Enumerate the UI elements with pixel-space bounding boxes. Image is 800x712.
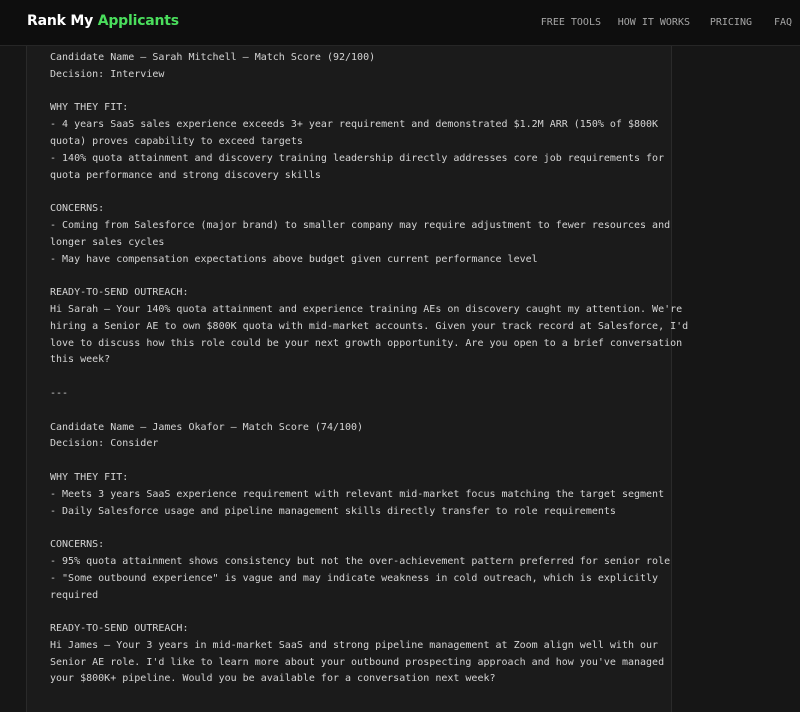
brand-logo[interactable]: [27, 13, 179, 29]
candidate-report: [50, 50, 689, 688]
report-line: ---: [50, 387, 69, 399]
nav-link-faq[interactable]: FAQ: [773, 17, 792, 28]
report-line: longer sales cycles: [50, 236, 165, 248]
report-line: - May have compensation expectations above budget given current performance level: [50, 253, 538, 265]
report-line: quota performance and strong discovery skills: [50, 169, 321, 181]
logo-text-accent: Applicants: [97, 13, 179, 29]
report-line: [50, 453, 650, 470]
nav-link-how-it-works[interactable]: HOW IT WORKS: [617, 17, 690, 28]
report-line: your $800K+ pipeline. Would you be available for a conversation next week?: [50, 673, 496, 685]
report-line: [50, 369, 650, 386]
report-line: [50, 268, 650, 285]
logo-text-primary: Rank My: [27, 13, 98, 29]
report-line: [50, 84, 650, 101]
report-line: hiring a Senior AE to own $800K quota with mid-market accounts. Given your track record at Salesforce, I'd: [50, 320, 689, 332]
report-line: - "Some outbound experience" is vague and may indicate weakness in cold outreach, which is explicitly: [50, 572, 659, 584]
report-line: Candidate Name — Sarah Mitchell — Match Score (92/100): [50, 52, 376, 63]
nav-link-pricing[interactable]: PRICING: [709, 17, 752, 28]
report-line: CONCERNS:: [50, 203, 105, 215]
nav-link-free-tools[interactable]: FREE TOOLS: [540, 17, 601, 28]
report-line: [50, 403, 650, 420]
report-line: CONCERNS:: [50, 539, 105, 551]
report-line: - 140% quota attainment and discovery training leadership directly addresses core job requirements for: [50, 152, 665, 164]
report-line: Decision: Interview: [50, 68, 165, 80]
report-line: Hi Sarah — Your 140% quota attainment and experience training AEs on discovery caught my attention. We're: [50, 303, 683, 315]
top-navbar: [0, 0, 800, 46]
report-line: [50, 184, 650, 201]
report-line: [50, 520, 650, 537]
report-line: Candidate Name — James Okafor — Match Score (74/100): [50, 421, 364, 433]
report-line: love to discuss how this role could be your next growth opportunity. Are you open to a brief conversation: [50, 337, 683, 349]
report-line: Decision: Consider: [50, 438, 159, 450]
report-line: quota) proves capability to exceed targets: [50, 135, 303, 147]
report-line: [50, 604, 650, 621]
report-line: - 4 years SaaS sales experience exceeds 3+ year requirement and demonstrated $1.2M ARR (150% of $800K: [50, 119, 659, 131]
report-line: - 95% quota attainment shows consistency but not the over-achievement pattern preferred for senior role: [50, 555, 671, 567]
report-line: WHY THEY FIT:: [50, 471, 129, 483]
report-line: - Daily Salesforce usage and pipeline management skills directly transfer to role requirements: [50, 505, 616, 517]
report-line: - Meets 3 years SaaS experience requirement with relevant mid-market focus matching the target segment: [50, 488, 665, 500]
report-line: - Coming from Salesforce (major brand) to smaller company may require adjustment to fewer resources and: [50, 219, 671, 231]
report-line: Senior AE role. I'd like to learn more about your outbound prospecting approach and how you've managed: [50, 656, 665, 668]
report-line: READY-TO-SEND OUTREACH:: [50, 623, 189, 635]
report-line: required: [50, 589, 99, 601]
report-line: READY-TO-SEND OUTREACH:: [50, 287, 189, 299]
report-line: this week?: [50, 354, 111, 366]
report-line: Hi James — Your 3 years in mid-market SaaS and strong pipeline management at Zoom align well with our: [50, 639, 659, 651]
report-line: WHY THEY FIT:: [50, 102, 129, 114]
